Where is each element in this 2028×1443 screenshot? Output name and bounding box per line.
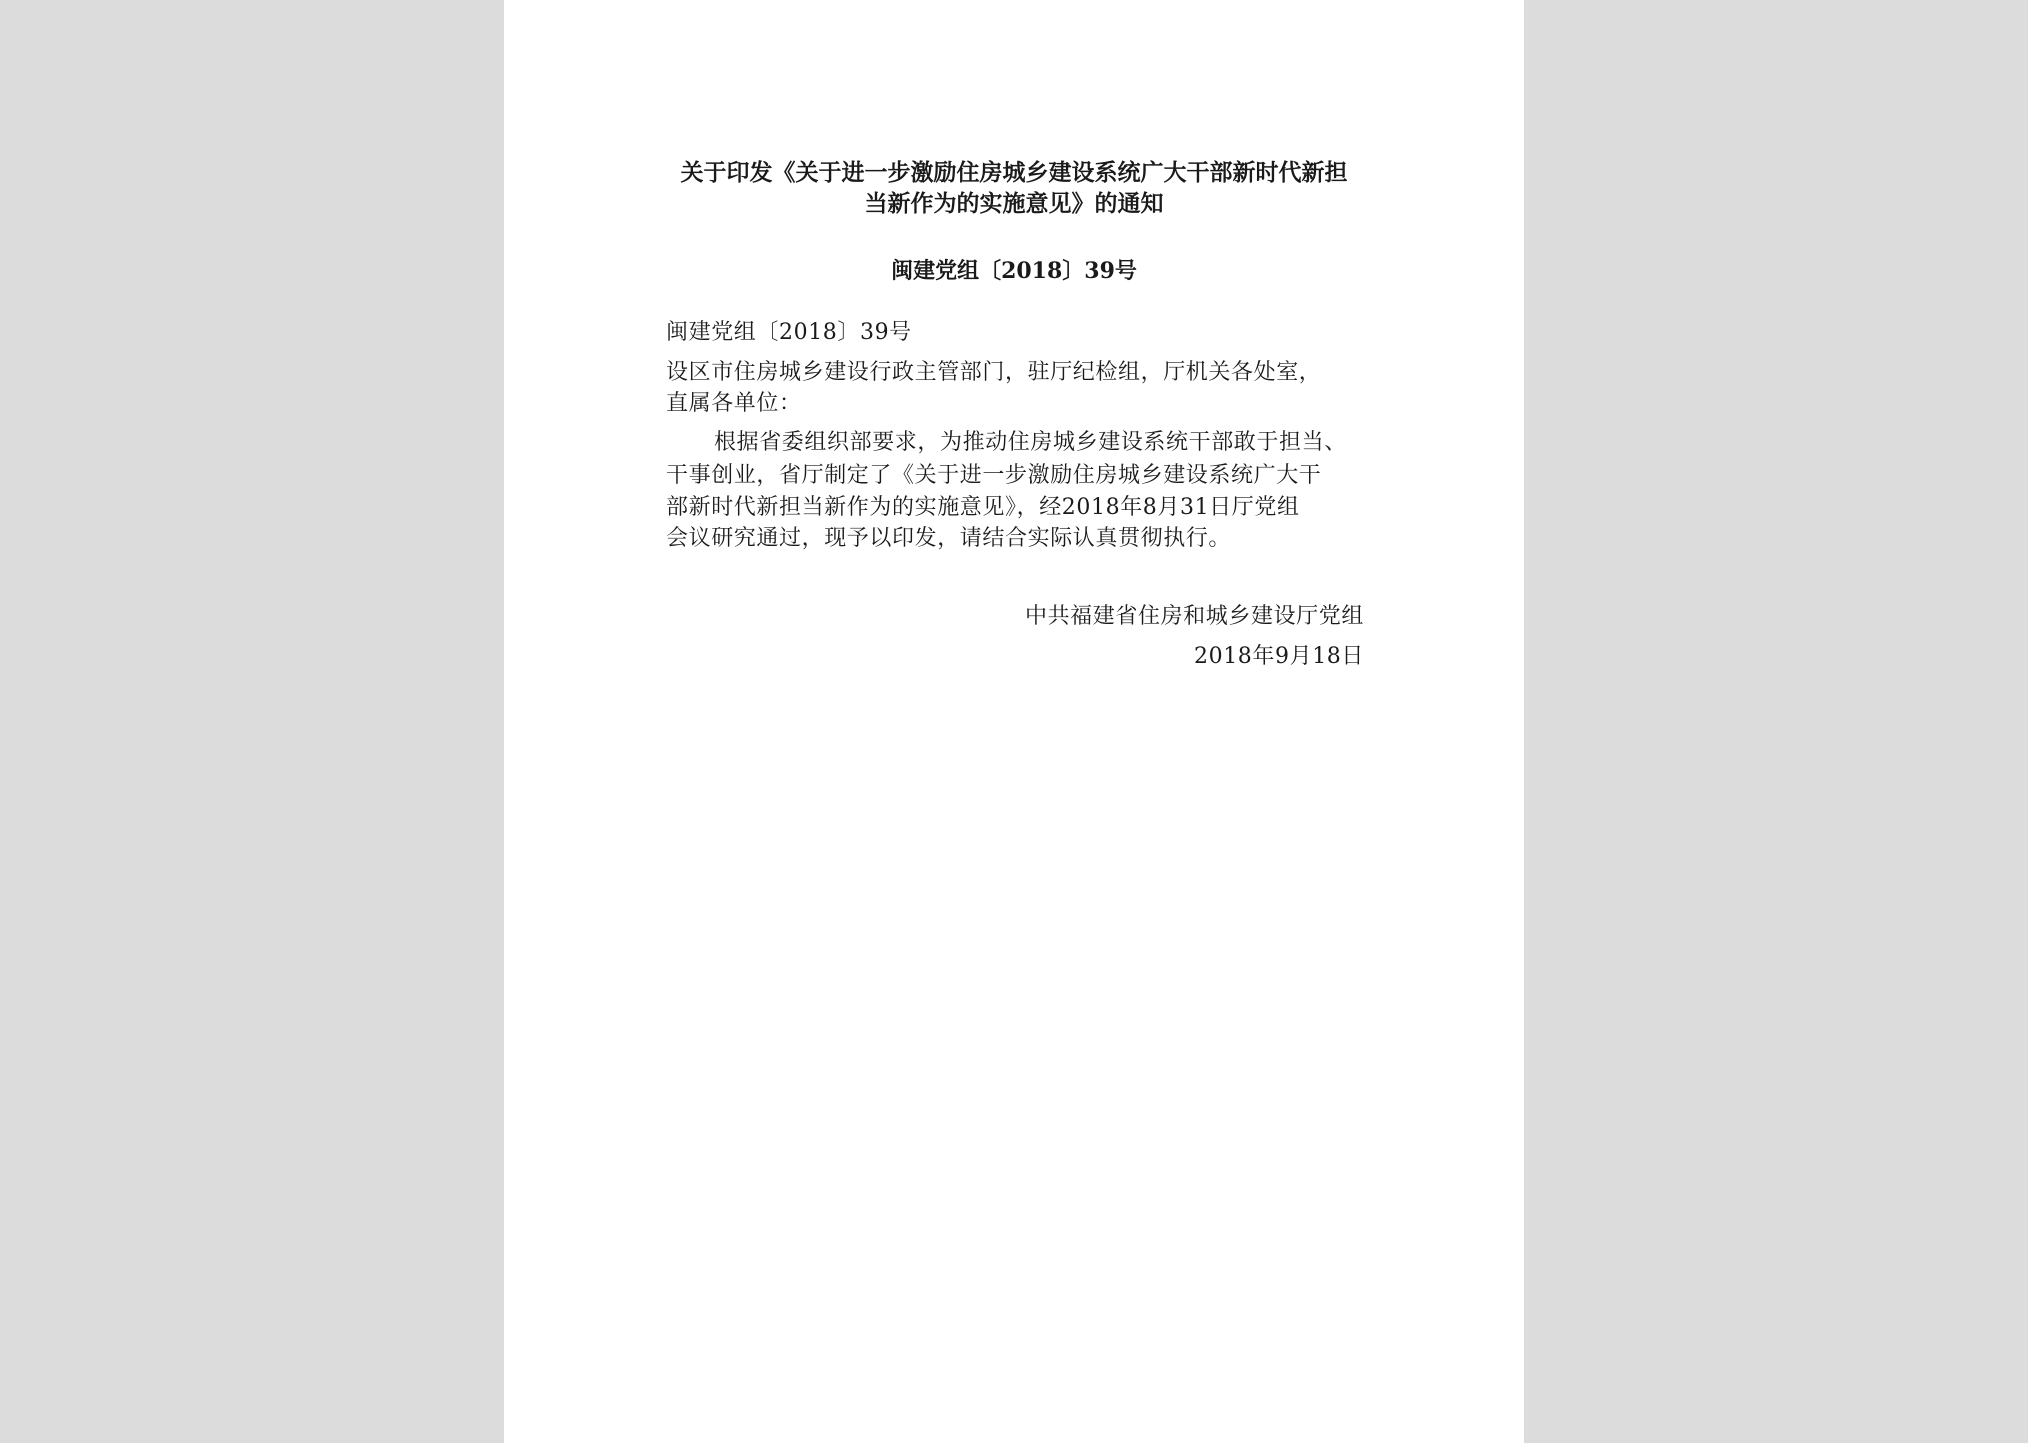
body-paragraph-line-2: 干事创业，省厅制定了《关于进一步激励住房城乡建设系统广大干 [666,463,1322,488]
body-paragraph-line-1: 根据省委组织部要求，为推动住房城乡建设系统干部敢于担当、 [714,430,1347,455]
recipients-line-1: 设区市住房城乡建设行政主管部门，驻厅纪检组，厅机关各处室， [666,360,1322,385]
signature-date: 2018年9月18日 [1194,644,1364,669]
document-title-line-2: 当新作为的实施意见》的通知 [864,190,1164,217]
document-title-line-1: 关于印发《关于进一步激励住房城乡建设系统广大干部新时代新担 [680,159,1348,186]
body-paragraph-line-3: 部新时代新担当新作为的实施意见》，经2018年8月31日厅党组 [666,495,1300,520]
document-page [504,0,1524,1443]
recipients-line-2: 直属各单位： [666,391,802,416]
document-number: 闽建党组〔2018〕39号 [666,320,912,345]
document-number-heading: 闽建党组〔2018〕39号 [891,258,1137,284]
signature-organization: 中共福建省住房和城乡建设厅党组 [1024,604,1364,629]
body-paragraph-line-4: 会议研究通过，现予以印发，请结合实际认真贯彻执行。 [666,526,1232,551]
